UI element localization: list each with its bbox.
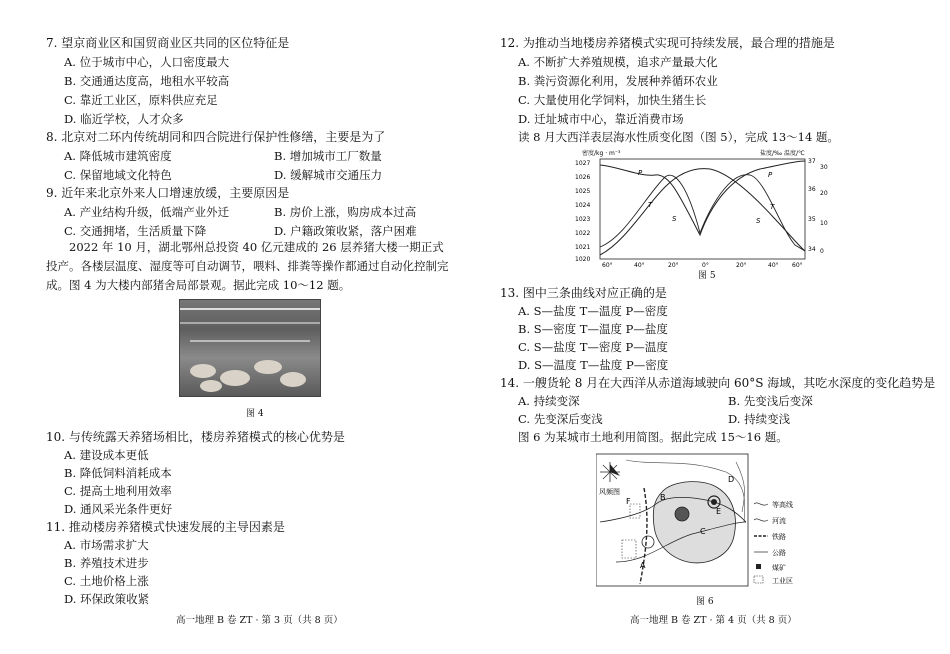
fig6-legend: [754, 500, 793, 585]
fig5-right-temp-ticks: [820, 164, 828, 255]
q14-option-c: C. 先变深后变浅: [518, 412, 603, 426]
fig5-x-tick: 40°: [634, 262, 645, 269]
q8-option-a: A. 降低城市建筑密度: [64, 149, 172, 163]
q7-option-b: B. 交通通达度高，地租水平较高: [64, 74, 230, 88]
q9-option-b: B. 房价上涨，购房成本过高: [274, 205, 417, 219]
q13-option-c: C. S—盐度 T—密度 P—温度: [518, 340, 668, 354]
fig5-label-t-right: T: [770, 203, 775, 211]
photo-pig: [280, 372, 306, 387]
photo-beam: [180, 322, 320, 324]
q12-option-c: C. 大量使用化学饲料，加快生猪生长: [518, 93, 707, 107]
legend-industrial-label: 工业区: [772, 577, 793, 585]
legend-river-icon: [754, 519, 768, 521]
fig5-label-s-right: S: [756, 217, 761, 225]
fig5-left-ticks: [575, 160, 590, 263]
q10-option-c: C. 提高土地利用效率: [64, 484, 172, 498]
legend-contour-icon: [754, 503, 768, 505]
fig6-industrial-zone: [622, 540, 636, 558]
q11-option-d: D. 环保政策收紧: [64, 592, 150, 606]
q9-option-a: A. 产业结构升级，低端产业外迁: [64, 205, 230, 219]
fig6-land-use-map: [596, 452, 816, 590]
fig5-label-p-right: P: [768, 171, 773, 179]
fig5-x-tick: 60°: [792, 262, 803, 269]
fig5-left-tick: 1027: [575, 160, 591, 167]
page-footer-left: 高一地理 B 卷 ZT · 第 3 页（共 8 页）: [176, 615, 343, 626]
fig5-right-salinity-ticks: [808, 158, 816, 253]
legend-contour-label: 等高线: [772, 501, 793, 509]
fig6-urban-core: [675, 507, 689, 521]
fig5-salinity-tick: 35: [808, 216, 816, 223]
fig6-wind-label: 风频图: [599, 488, 620, 496]
fig5-salinity-tick: 37: [808, 158, 816, 165]
q8-option-c: C. 保留地域文化特色: [64, 168, 172, 182]
fig5-salinity-tick: 34: [808, 246, 816, 253]
q7-option-a: A. 位于城市中心，人口密度最大: [64, 55, 230, 69]
q9-option-c: C. 交通拥堵，生活质量下降: [64, 224, 207, 238]
q7-option-d: D. 临近学校，人才众多: [64, 112, 184, 126]
legend-coal-mine-icon: [756, 564, 761, 569]
fig5-salinity-tick: 36: [808, 186, 816, 193]
fig5-curve-t: [600, 169, 805, 255]
fig6-industrial-zone: [630, 504, 640, 518]
fig5-temp-tick: 10: [820, 220, 828, 227]
q10-option-a: A. 建设成本更低: [64, 448, 149, 462]
wind-rose-icon: [600, 462, 620, 482]
legend-industrial-icon: [754, 576, 763, 583]
fig5-label-p-left: P: [638, 169, 643, 177]
fig5-left-tick: 1026: [575, 174, 591, 181]
q8-option-d: D. 缓解城市交通压力: [274, 168, 383, 182]
q14-option-b: B. 先变浅后变深: [728, 394, 813, 408]
q12-option-b: B. 粪污资源化利用，发展种养循环农业: [518, 74, 718, 88]
fig5-temp-tick: 30: [820, 164, 828, 171]
passage-15-16: 图 6 为某城市土地利用简图。据此完成 15～16 题。: [518, 430, 788, 444]
passage-10-12: 2022 年 10 月，湖北鄂州总投资 40 亿元建成的 26 层养猪大楼一期正式投产。各楼层温度、湿度等可自动调节，喂料、排粪等操作都通过自动化控制完成。图 4 为大楼内部猪舍局部景观。据此完成 10～12 题。: [46, 240, 449, 292]
fig6-letter-d: D: [728, 475, 735, 484]
fig5-x-tick: 0°: [702, 262, 709, 269]
q8-option-b: B. 增加城市工厂数量: [274, 149, 382, 163]
fig5-label-t-left: T: [648, 201, 653, 209]
fig5-left-tick: 1021: [575, 244, 591, 251]
q11-option-b: B. 养殖技术进步: [64, 556, 149, 570]
q11-option-c: C. 土地价格上涨: [64, 574, 149, 588]
legend-coal-mine-label: 煤矿: [772, 564, 786, 572]
q7-stem: 7. 望京商业区和国贸商业区共同的区位特征是: [46, 36, 290, 50]
fig5-left-tick: 1020: [575, 256, 591, 263]
fig5-left-tick: 1024: [575, 202, 591, 209]
q11-option-a: A. 市场需求扩大: [64, 538, 149, 552]
q11-stem: 11. 推动楼房养猪模式快速发展的主导因素是: [46, 520, 285, 534]
q7-option-c: C. 靠近工业区，原料供应充足: [64, 93, 218, 107]
q9-option-d: D. 户籍政策收紧，落户困难: [274, 224, 417, 238]
photo-beam: [180, 308, 320, 310]
fig6-letter-f: F: [626, 497, 631, 506]
legend-road-label: 公路: [772, 549, 786, 557]
legend-railway-label: 铁路: [772, 533, 786, 541]
q14-stem: 14. 一艘货轮 8 月在大西洋从赤道海域驶向 60°S 海域，其吃水深度的变化趋势是: [500, 376, 936, 390]
fig6-letter-e: E: [716, 507, 722, 516]
legend-river-label: 河流: [772, 517, 786, 525]
fig5-label-s-left: S: [672, 215, 677, 223]
fig5-x-tick: 60°: [602, 262, 613, 269]
q10-option-d: D. 通风采光条件更好: [64, 502, 173, 516]
fig6-contour-line: [736, 462, 744, 512]
q14-option-a: A. 持续变深: [518, 394, 580, 408]
photo-pig: [220, 370, 250, 386]
q12-option-a: A. 不断扩大养殖规模，追求产量最大化: [518, 55, 718, 69]
q13-option-d: D. S—温度 T—盐度 P—密度: [518, 358, 669, 372]
q10-stem: 10. 与传统露天养猪场相比，楼房养猪模式的核心优势是: [46, 430, 345, 444]
fig5-x-tick: 40°: [768, 262, 779, 269]
q14-option-d: D. 持续变浅: [728, 412, 791, 426]
photo-pig: [254, 360, 282, 374]
q13-stem: 13. 图中三条曲线对应正确的是: [500, 286, 667, 300]
q8-stem: 8. 北京对二环内传统胡同和四合院进行保护性修缮，主要是为了: [46, 130, 386, 144]
fig6-caption: 图 6: [696, 597, 714, 607]
photo-pig: [190, 364, 216, 378]
fig6-point-a-marker: [642, 536, 654, 548]
fig5-temp-tick: 20: [820, 190, 828, 197]
q12-stem: 12. 为推动当地楼房养猪模式实现可持续发展，最合理的措施是: [500, 36, 835, 50]
fig5-caption: 图 5: [698, 271, 716, 281]
q13-option-a: A. S—盐度 T—温度 P—密度: [518, 304, 668, 318]
fig5-right-axis-title: 盐度/‰ 温度/℃: [760, 150, 805, 157]
fig5-left-tick: 1022: [575, 230, 591, 237]
fig6-letter-c: C: [700, 527, 706, 536]
q10-option-b: B. 降低饲料消耗成本: [64, 466, 172, 480]
fig5-temp-tick: 0: [820, 248, 824, 255]
page-footer-right: 高一地理 B 卷 ZT · 第 4 页（共 8 页）: [630, 615, 797, 626]
fig6-letter-b: B: [660, 493, 666, 502]
fig5-ocean-chart: [570, 147, 830, 269]
fig5-x-tick: 20°: [668, 262, 679, 269]
photo-rail: [190, 340, 310, 342]
fig4-caption: 图 4: [246, 409, 264, 419]
fig5-left-axis-title: 密度/kg · m⁻³: [582, 150, 621, 157]
q13-option-b: B. S—密度 T—温度 P—盐度: [518, 322, 668, 336]
fig5-left-tick: 1025: [575, 188, 591, 195]
q9-stem: 9. 近年来北京外来人口增速放缓，主要原因是: [46, 186, 290, 200]
fig5-curve-s: [600, 175, 805, 251]
fig6-city-area: [653, 482, 735, 563]
fig5-left-tick: 1023: [575, 216, 591, 223]
photo-pig: [200, 380, 222, 392]
q12-option-d: D. 迁址城市中心，靠近消费市场: [518, 112, 684, 126]
passage-13-14: 读 8 月大西洋表层海水性质变化图（图 5），完成 13～14 题。: [518, 130, 839, 144]
fig5-x-tick: 20°: [736, 262, 747, 269]
fig6-letter-a: A: [640, 561, 646, 570]
fig5-curve-p: [600, 161, 805, 235]
pig-barn-photo: [179, 299, 321, 397]
